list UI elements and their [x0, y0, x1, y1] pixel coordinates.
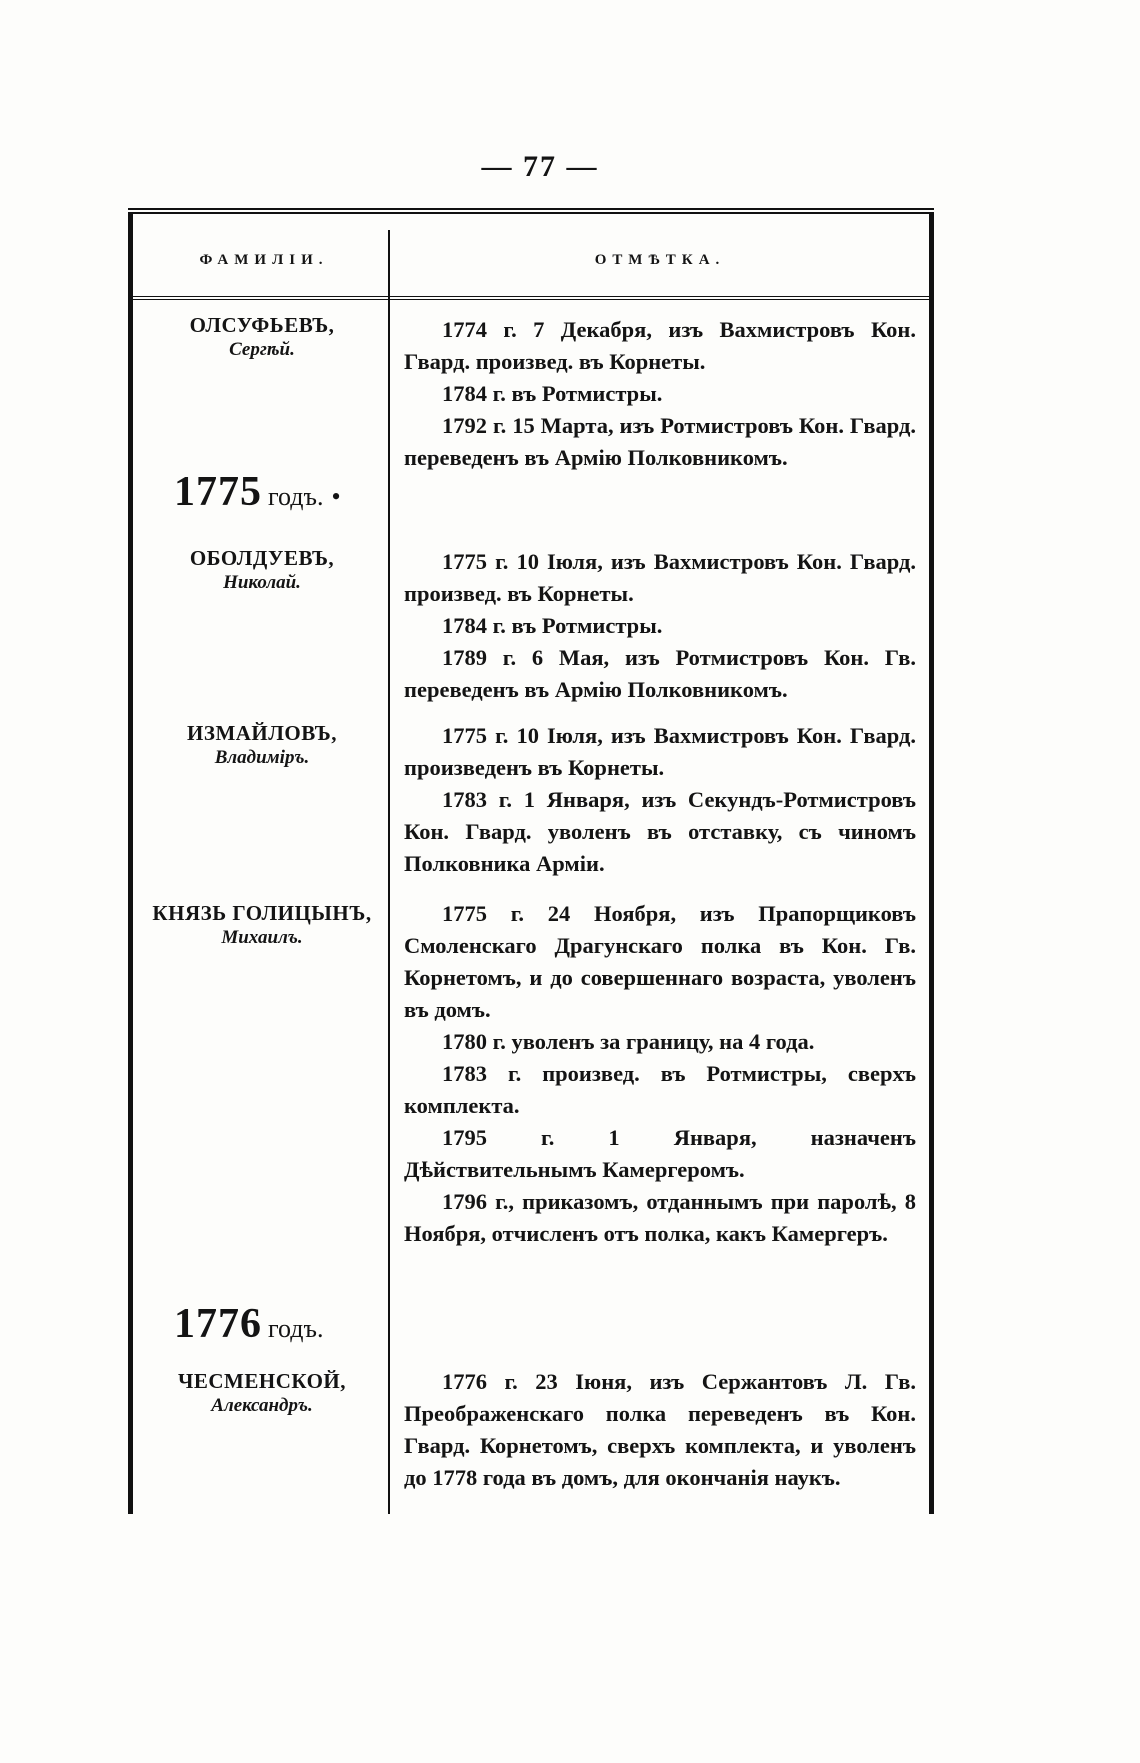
names-column-header: ФАМИЛІИ. — [199, 252, 329, 268]
given-name: Николай. — [223, 572, 301, 593]
note-paragraph: 1775 г. 10 Іюля, изъ Вахмистровъ Кон. Гвард. произведенъ въ Корнеты. — [404, 723, 916, 780]
given-name: Михаилъ. — [221, 927, 303, 948]
year-number: 1775 — [174, 469, 262, 515]
surname: ОБОЛДУЕВЪ, — [189, 546, 335, 570]
entry-name — [134, 1368, 390, 1418]
note-paragraph: 1796 г., приказомъ, отданнымъ при паролѣ, 8 Ноября, отчисленъ отъ полка, какъ Камергеръ. — [404, 1189, 916, 1246]
given-name: Владиміръ. — [214, 747, 310, 768]
entry-name — [134, 312, 390, 362]
note-paragraph: 1780 г. уволенъ за границу, на 4 года. — [442, 1029, 815, 1054]
given-name: Александръ. — [211, 1395, 313, 1416]
surname: ИЗМАЙЛОВЪ, — [187, 721, 337, 745]
frame-left-rule — [128, 214, 133, 1514]
note-paragraph: 1775 г. 10 Іюля, изъ Вахмистровъ Кон. Гвард. произвед. въ Корнеты. — [404, 549, 916, 606]
note-paragraph: 1774 г. 7 Декабря, изъ Вахмистровъ Кон. Гвард. произвед. въ Корнеты. — [404, 317, 916, 374]
page-number: — 77 — — [481, 150, 599, 183]
year-word: годъ. — [268, 482, 324, 511]
stray-mark: • — [331, 482, 341, 511]
frame-right-rule — [929, 214, 934, 1514]
year-number: 1776 — [174, 1301, 262, 1347]
year-heading — [174, 468, 414, 516]
note-paragraph: 1795 г. 1 Января, назначенъ Дѣйствительнымъ Камергеромъ. — [404, 1125, 916, 1182]
note-paragraph: 1792 г. 15 Марта, изъ Ротмистровъ Кон. Гвард. переведенъ въ Армію Полковникомъ. — [404, 413, 916, 470]
entry-notes — [404, 1366, 916, 1494]
table-header — [133, 224, 929, 300]
entry-notes — [404, 314, 916, 474]
surname: ЧЕСМЕНСКОЙ, — [177, 1369, 347, 1393]
note-paragraph: 1783 г. 1 Января, изъ Секундъ-Ротмистровъ Кон. Гвард. уволенъ въ отставку, съ чиномъ Полковника Арміи. — [404, 787, 916, 876]
entry-notes — [404, 720, 916, 880]
entry-notes — [404, 546, 916, 706]
surname: КНЯЗЬ ГОЛИЦЫНЪ, — [152, 901, 372, 925]
year-heading — [174, 1300, 414, 1348]
entry-name — [134, 720, 390, 770]
entry-name — [134, 545, 390, 595]
entry-notes — [404, 898, 916, 1250]
note-paragraph: 1784 г. въ Ротмистры. — [442, 613, 663, 638]
given-name: Сергѣй. — [229, 339, 295, 360]
year-word: годъ. — [268, 1314, 324, 1343]
notes-column-header: ОТМѢТКА. — [594, 252, 726, 268]
entry-name — [134, 900, 390, 950]
note-paragraph: 1776 г. 23 Іюня, изъ Сержантовъ Л. Гв. Преображенскаго полка переведенъ въ Кон. Гвард. Корнетомъ, сверхъ комплекта, и уволенъ до 1778 года въ домъ, для окончанія наукъ. — [404, 1369, 916, 1490]
note-paragraph: 1783 г. произвед. въ Ротмистры, сверхъ комплекта. — [404, 1061, 916, 1118]
note-paragraph: 1789 г. 6 Мая, изъ Ротмистровъ Кон. Гв. переведенъ въ Армію Полковникомъ. — [404, 645, 916, 702]
surname: ОЛСУФЬЕВЪ, — [189, 313, 335, 337]
note-paragraph: 1775 г. 24 Ноября, изъ Прапорщиковъ Смоленскаго Драгунскаго полка въ Кон. Гв. Корнетомъ, и до совершеннаго возраста, уволенъ въ домъ. — [404, 901, 916, 1022]
note-paragraph: 1784 г. въ Ротмистры. — [442, 381, 663, 406]
